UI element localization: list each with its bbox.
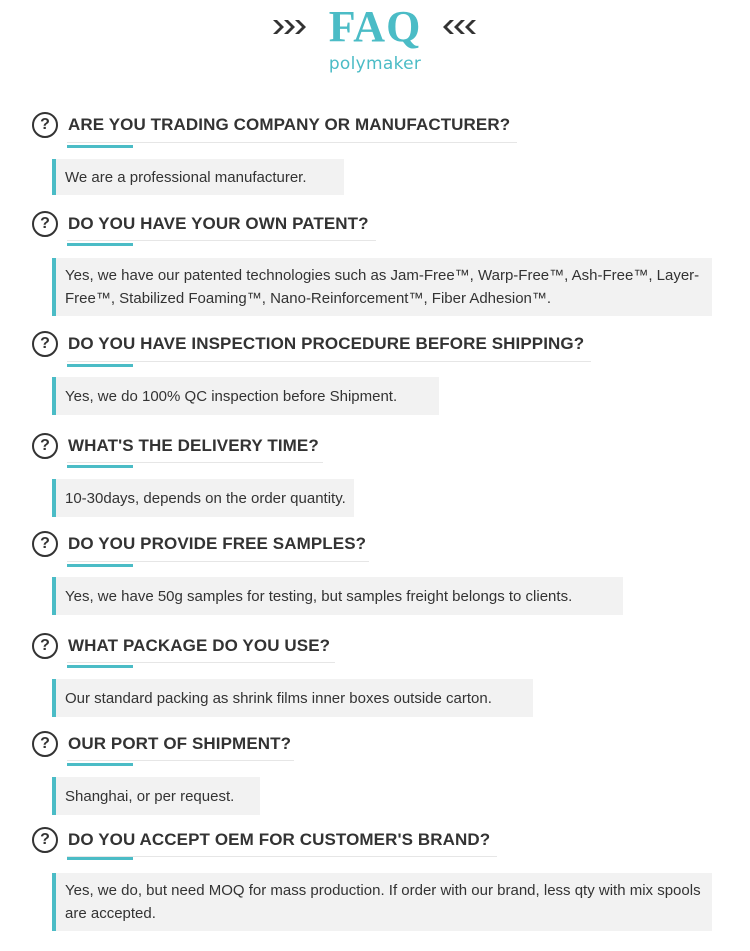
page-title: FAQ <box>328 2 422 51</box>
answer-text: 10-30days, depends on the order quantity. <box>65 489 346 507</box>
question-text: DO YOU HAVE INSPECTION PROCEDURE BEFORE SHIPPING? <box>68 334 585 353</box>
question-accent-bar <box>67 665 133 668</box>
question-divider <box>67 662 335 663</box>
faq-header <box>0 0 750 90</box>
question-mark-icon: ? <box>32 531 58 557</box>
question-accent-bar <box>67 564 133 567</box>
question-text: WHAT'S THE DELIVERY TIME? <box>68 436 319 455</box>
question-accent-bar <box>67 364 133 367</box>
answer-text: Yes, we have 50g samples for testing, but samples freight belongs to clients. <box>65 587 573 605</box>
brand-name: polymaker <box>328 54 422 74</box>
question-row <box>32 329 584 359</box>
answer-box <box>52 377 439 415</box>
question-text: WHAT PACKAGE DO YOU USE? <box>68 636 331 655</box>
chevrons-right-icon <box>273 4 307 50</box>
answer-box <box>52 258 712 316</box>
question-row <box>32 729 291 759</box>
question-accent-bar <box>67 465 133 468</box>
question-mark-icon: ? <box>32 112 58 138</box>
answer-box <box>52 873 712 931</box>
question-divider <box>67 142 517 143</box>
question-text: DO YOU PROVIDE FREE SAMPLES? <box>68 534 367 553</box>
question-text: ARE YOU TRADING COMPANY OR MANUFACTURER? <box>68 115 511 134</box>
question-mark-icon: ? <box>32 731 58 757</box>
answer-text: Shanghai, or per request. <box>65 787 235 805</box>
answer-text: Yes, we have our patented technologies such as Jam-Free™, Warp-Free™, Ash-Free™, Layer-Free™, Stabilized Foaming™, Nano-Reinforcement™, Fiber Adhesion™. <box>65 267 700 307</box>
question-divider <box>67 361 591 362</box>
question-text: OUR PORT OF SHIPMENT? <box>68 734 292 753</box>
question-divider <box>67 760 294 761</box>
answer-text: Our standard packing as shrink films inner boxes outside carton. <box>65 689 492 707</box>
question-accent-bar <box>67 145 133 148</box>
question-mark-icon: ? <box>32 211 58 237</box>
answer-text: Yes, we do 100% QC inspection before Shipment. <box>65 387 398 405</box>
answer-box <box>52 679 533 717</box>
question-accent-bar <box>67 857 133 860</box>
chevrons-left-icon <box>443 4 477 50</box>
answer-box <box>52 777 260 815</box>
question-text: DO YOU ACCEPT OEM FOR CUSTOMER'S BRAND? <box>68 830 491 849</box>
question-mark-icon: ? <box>32 331 58 357</box>
question-divider <box>67 240 376 241</box>
question-row <box>32 631 330 661</box>
question-row <box>32 825 490 855</box>
question-mark-icon: ? <box>32 827 58 853</box>
question-accent-bar <box>67 763 133 766</box>
answer-box <box>52 479 354 517</box>
question-accent-bar <box>67 243 133 246</box>
answer-box <box>52 577 623 615</box>
answer-text: Yes, we do, but need MOQ for mass production. If order with our brand, less qty with mix spools are accepted. <box>65 882 701 922</box>
question-row <box>32 529 366 559</box>
faq-title-row <box>0 4 750 50</box>
answer-text: We are a professional manufacturer. <box>65 168 307 186</box>
question-divider <box>67 462 323 463</box>
question-text: DO YOU HAVE YOUR OWN PATENT? <box>68 214 369 233</box>
question-row <box>32 431 319 461</box>
question-row <box>32 209 369 239</box>
question-mark-icon: ? <box>32 633 58 659</box>
answer-box <box>52 159 344 195</box>
question-mark-icon: ? <box>32 433 58 459</box>
question-row <box>32 110 510 140</box>
question-divider <box>67 561 369 562</box>
